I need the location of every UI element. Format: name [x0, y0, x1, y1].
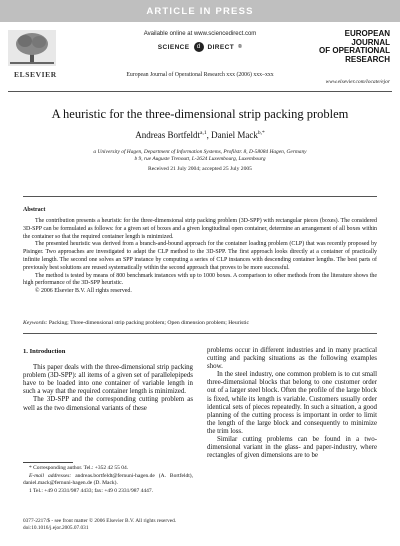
footnote-text: andreas.bortfeldt@fernuni-hagen.de (A. Bortfeldt), daniel.mack@fernuni-hagen.de (D. Mack).	[23, 473, 193, 486]
sd-registered-mark: ®	[238, 44, 243, 50]
author-separator: ,	[206, 130, 212, 140]
body-paragraph: problems occur in different industries and in many practical cutting and packing situations as the following examples show.	[207, 347, 377, 371]
author-affiliation-mark: a,1	[200, 130, 207, 136]
footnote-divider	[23, 462, 73, 463]
article-in-press-banner	[0, 0, 400, 22]
journal-title-line: EUROPEAN	[344, 29, 390, 38]
abstract-paragraph: The presented heuristic was derived from a branch-and-bound approach for the container loading problem (CLP) that was recently proposed by Pisinger. Two approaches are investigated to adapt the CLP method to the 3D-SPP. The first approach looks directly at a container of practically infinite length. The second one solves an SPP instance by computing a series of CLP instances with descending container lengths. The best parts of previously best solutions are reused systematically within the second approach that proves to be more successful.	[23, 241, 377, 271]
keywords-list: Packing; Three-dimensional strip packing problem; Open dimension problem; Heuristic	[47, 320, 250, 326]
author-name: Daniel Mack	[211, 130, 258, 140]
sd-badge-icon: d	[194, 42, 204, 52]
issn-line: 0377-2217/$ - see front matter © 2006 Elsevier B.V. All rights reserved.	[23, 518, 177, 524]
journal-masthead	[0, 28, 400, 90]
journal-title-line: RESEARCH	[345, 54, 390, 64]
affiliation: b 9, rue Auguste Trenoutt, L-2624 Luxembourg, Luxembourg	[134, 156, 266, 162]
doi-line: doi:10.1016/j.ejor.2005.07.031	[23, 525, 89, 532]
received-dates: Received 21 July 2004; accepted 25 July 2005	[148, 166, 252, 172]
sd-left-word: SCIENCE	[157, 43, 190, 51]
banner-text: ARTICLE IN PRESS	[146, 5, 254, 17]
abstract-heading: Abstract	[23, 207, 46, 213]
available-online-text: Available online at www.sciencedirect.com	[143, 31, 257, 37]
journal-url: www.elsevier.com/locate/ejor	[325, 79, 390, 85]
footnote	[23, 473, 193, 487]
journal-title	[300, 30, 390, 64]
abstract-top-divider	[23, 196, 377, 197]
body-paragraph: In the steel industry, one common problem is to cut small three-dimensional blocks that belong to one customer order out of a larger steel block. Often the profile of the large block is fixed, while its length is variable. Customers usually order identical sets of pieces repeatedly. In such a situation, a good planning of the cutting process is important in order to limit the length of the large block and consequently to minimize the trim loss.	[207, 371, 377, 435]
body-paragraph: Similar cutting problems can be found in a two-dimensional variant in the glass- and paper-industry, where rectangles of given dimensions are to be	[207, 436, 377, 460]
article-title: A heuristic for the three-dimensional strip packing problem	[51, 107, 349, 121]
masthead-divider	[8, 91, 392, 92]
sd-right-word: DIRECT	[207, 43, 235, 51]
footnote: 1 Tel.: +49 0 2331/987 4433; fax: +49 0 2331/987 4447.	[29, 488, 153, 494]
section-heading: 1. Introduction	[23, 348, 66, 355]
footnote-label: E-mail addresses:	[29, 473, 72, 479]
copyright-notice: © 2006 Elsevier B.V. All rights reserved.	[35, 288, 132, 295]
keywords-label: Keywords:	[23, 320, 48, 326]
abstract-paragraph: The contribution presents a heuristic for the three-dimensional strip packing problem (3D-SPP) with rectangular pieces (boxes). The considered 3D-SPP can be formulated as follows: for a given set of boxes and a given longitudinal open container, determine an arrangement of all boxes within the container so that the required container length is minimized.	[23, 218, 377, 240]
affiliation: a University of Hagen, Department of Information Systems, Profilstr. 8, D-58084 Hagen, Germany	[93, 149, 307, 155]
keywords	[23, 320, 377, 326]
author-list	[0, 130, 400, 140]
footnote: * Corresponding author. Tel.: +352 42 55 04.	[29, 465, 129, 471]
body-paragraph: The 3D-SPP and the corresponding cutting problem as well as the two dimensional variants of these	[23, 396, 193, 412]
body-column-left	[23, 348, 193, 413]
publisher-name: ELSEVIER	[14, 70, 57, 79]
front-matter	[23, 518, 176, 533]
author-affiliation-mark: b,*	[257, 130, 265, 136]
abstract-paragraph: The method is tested by means of 800 benchmark instances with up to 1000 boxes. A comparison to other methods from the literature shows the high performance of the 3D-SPP heuristic.	[23, 272, 377, 287]
author-name: Andreas Bortfeldt	[135, 130, 201, 140]
abstract-bottom-divider	[23, 333, 377, 334]
body-column-right	[207, 347, 377, 460]
body-paragraph: This paper deals with the three-dimensional strip packing problem (3D-SPP): all items of a given set of parallelepipeds have to be loaded into one container of variable length in such a way that the required container length is minimized.	[23, 364, 193, 396]
journal-title-line: OF OPERATIONAL	[319, 46, 390, 55]
abstract-body	[23, 218, 377, 296]
journal-citation: European Journal of Operational Research xxx (2006) xxx–xxx	[126, 72, 274, 78]
journal-title-line: JOURNAL	[351, 37, 390, 47]
